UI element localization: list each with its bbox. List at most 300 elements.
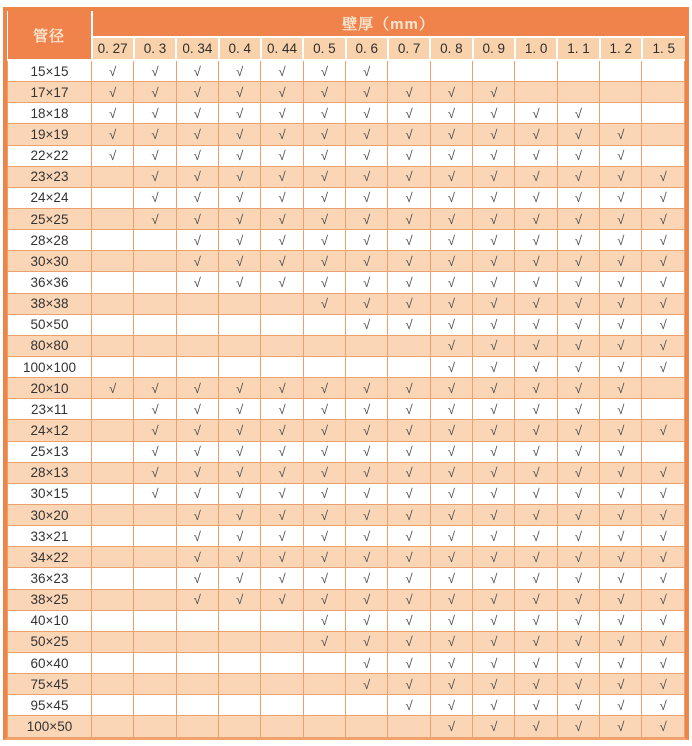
empty-cell — [134, 230, 176, 251]
check-cell: √ — [430, 399, 472, 420]
empty-cell — [600, 60, 642, 82]
check-cell: √ — [92, 378, 134, 399]
check-cell: √ — [430, 631, 472, 652]
check-cell: √ — [515, 399, 557, 420]
check-cell: √ — [473, 293, 515, 314]
check-cell: √ — [600, 674, 642, 695]
thickness-column-header: 0. 8 — [430, 37, 472, 60]
check-cell: √ — [557, 335, 599, 356]
empty-cell — [134, 251, 176, 272]
row-label-diameter: 36×36 — [8, 272, 92, 293]
corner-header-diameter: 管径 — [8, 11, 92, 60]
check-cell: √ — [134, 60, 176, 82]
check-cell: √ — [430, 187, 472, 208]
check-cell: √ — [346, 568, 388, 589]
check-cell: √ — [134, 420, 176, 441]
row-label-diameter: 100×100 — [8, 356, 92, 377]
check-cell: √ — [346, 272, 388, 293]
row-label-diameter: 36×23 — [8, 568, 92, 589]
check-cell: √ — [134, 441, 176, 462]
check-cell: √ — [388, 631, 430, 652]
empty-cell — [134, 589, 176, 610]
check-cell: √ — [473, 631, 515, 652]
check-cell: √ — [600, 547, 642, 568]
check-cell: √ — [388, 230, 430, 251]
empty-cell — [92, 314, 134, 335]
check-cell: √ — [430, 652, 472, 673]
empty-cell — [134, 652, 176, 673]
check-cell: √ — [176, 483, 218, 504]
row-label-diameter: 34×22 — [8, 547, 92, 568]
check-cell: √ — [642, 187, 685, 208]
table-row — [8, 568, 685, 589]
check-cell: √ — [515, 483, 557, 504]
check-cell: √ — [642, 314, 685, 335]
check-cell: √ — [515, 103, 557, 124]
thickness-column-header: 0. 27 — [92, 37, 134, 60]
check-cell: √ — [176, 526, 218, 547]
check-cell: √ — [134, 82, 176, 103]
empty-cell — [176, 674, 218, 695]
empty-cell — [388, 716, 430, 738]
empty-cell — [219, 314, 261, 335]
check-cell: √ — [515, 695, 557, 716]
check-cell: √ — [557, 124, 599, 145]
check-cell: √ — [642, 504, 685, 525]
check-cell: √ — [219, 547, 261, 568]
check-cell: √ — [430, 504, 472, 525]
check-cell: √ — [303, 399, 345, 420]
row-label-diameter: 75×45 — [8, 674, 92, 695]
check-cell: √ — [219, 82, 261, 103]
check-cell: √ — [388, 166, 430, 187]
check-cell: √ — [346, 526, 388, 547]
check-cell: √ — [642, 356, 685, 377]
check-cell: √ — [176, 60, 218, 82]
check-cell: √ — [473, 526, 515, 547]
check-cell: √ — [176, 589, 218, 610]
check-cell: √ — [303, 230, 345, 251]
check-cell: √ — [642, 716, 685, 738]
check-cell: √ — [473, 230, 515, 251]
check-cell: √ — [430, 610, 472, 631]
check-cell: √ — [600, 399, 642, 420]
row-label-diameter: 25×13 — [8, 441, 92, 462]
check-cell: √ — [346, 631, 388, 652]
empty-cell — [176, 314, 218, 335]
check-cell: √ — [515, 547, 557, 568]
thickness-column-header: 1. 5 — [642, 37, 685, 60]
check-cell: √ — [515, 187, 557, 208]
empty-cell — [92, 399, 134, 420]
check-cell: √ — [303, 610, 345, 631]
check-cell: √ — [473, 82, 515, 103]
empty-cell — [176, 652, 218, 673]
check-cell: √ — [176, 420, 218, 441]
check-cell: √ — [388, 610, 430, 631]
check-cell: √ — [346, 230, 388, 251]
check-cell: √ — [303, 483, 345, 504]
check-cell: √ — [600, 504, 642, 525]
check-cell: √ — [642, 209, 685, 230]
check-cell: √ — [346, 60, 388, 82]
thickness-column-header: 0. 4 — [219, 37, 261, 60]
check-cell: √ — [600, 462, 642, 483]
empty-cell — [134, 526, 176, 547]
empty-cell — [176, 716, 218, 738]
check-cell: √ — [134, 378, 176, 399]
table-row — [8, 420, 685, 441]
empty-cell — [473, 60, 515, 82]
table-row — [8, 441, 685, 462]
empty-cell — [92, 462, 134, 483]
empty-cell — [346, 716, 388, 738]
table-row — [8, 589, 685, 610]
check-cell: √ — [176, 378, 218, 399]
empty-cell — [219, 631, 261, 652]
check-cell: √ — [600, 652, 642, 673]
check-cell: √ — [515, 716, 557, 738]
check-cell: √ — [600, 272, 642, 293]
empty-cell — [642, 378, 685, 399]
check-cell: √ — [219, 378, 261, 399]
row-label-diameter: 50×25 — [8, 631, 92, 652]
check-cell: √ — [600, 441, 642, 462]
check-cell: √ — [219, 483, 261, 504]
empty-cell — [219, 652, 261, 673]
empty-cell — [388, 356, 430, 377]
check-cell: √ — [346, 589, 388, 610]
check-cell: √ — [600, 230, 642, 251]
check-cell: √ — [473, 356, 515, 377]
check-cell: √ — [388, 695, 430, 716]
empty-cell — [515, 82, 557, 103]
check-cell: √ — [219, 420, 261, 441]
check-cell: √ — [388, 652, 430, 673]
empty-cell — [642, 124, 685, 145]
check-cell: √ — [176, 399, 218, 420]
check-cell: √ — [388, 483, 430, 504]
check-cell: √ — [261, 103, 303, 124]
empty-cell — [134, 356, 176, 377]
table-row — [8, 483, 685, 504]
check-cell: √ — [557, 293, 599, 314]
check-cell: √ — [642, 230, 685, 251]
check-cell: √ — [557, 610, 599, 631]
row-label-diameter: 30×20 — [8, 504, 92, 525]
check-cell: √ — [600, 209, 642, 230]
check-cell: √ — [600, 631, 642, 652]
check-cell: √ — [600, 187, 642, 208]
pipe-spec-table — [3, 7, 689, 740]
empty-cell — [642, 399, 685, 420]
check-cell: √ — [219, 462, 261, 483]
check-cell: √ — [600, 589, 642, 610]
check-cell: √ — [473, 504, 515, 525]
check-cell: √ — [642, 674, 685, 695]
empty-cell — [600, 82, 642, 103]
check-cell: √ — [557, 166, 599, 187]
check-cell: √ — [176, 209, 218, 230]
check-cell: √ — [473, 124, 515, 145]
check-cell: √ — [515, 335, 557, 356]
check-cell: √ — [219, 251, 261, 272]
empty-cell — [134, 674, 176, 695]
check-cell: √ — [176, 124, 218, 145]
empty-cell — [557, 60, 599, 82]
check-cell: √ — [388, 504, 430, 525]
empty-cell — [515, 60, 557, 82]
empty-cell — [346, 356, 388, 377]
empty-cell — [642, 60, 685, 82]
check-cell: √ — [600, 293, 642, 314]
check-cell: √ — [134, 145, 176, 166]
check-cell: √ — [642, 166, 685, 187]
check-cell: √ — [261, 462, 303, 483]
check-cell: √ — [388, 251, 430, 272]
empty-cell — [92, 568, 134, 589]
row-label-diameter: 50×50 — [8, 314, 92, 335]
check-cell: √ — [261, 526, 303, 547]
check-cell: √ — [473, 314, 515, 335]
check-cell: √ — [600, 335, 642, 356]
thickness-column-header: 0. 3 — [134, 37, 176, 60]
thickness-column-header: 1. 1 — [557, 37, 599, 60]
check-cell: √ — [430, 335, 472, 356]
check-cell: √ — [557, 547, 599, 568]
check-cell: √ — [303, 166, 345, 187]
check-cell: √ — [346, 547, 388, 568]
table-row — [8, 251, 685, 272]
thickness-column-header: 0. 7 — [388, 37, 430, 60]
check-cell: √ — [557, 568, 599, 589]
check-cell: √ — [557, 251, 599, 272]
check-cell: √ — [557, 209, 599, 230]
row-label-diameter: 15×15 — [8, 60, 92, 82]
empty-cell — [261, 610, 303, 631]
table-row — [8, 82, 685, 103]
check-cell: √ — [557, 399, 599, 420]
check-cell: √ — [642, 526, 685, 547]
table-header — [8, 11, 685, 60]
check-cell: √ — [388, 462, 430, 483]
check-cell: √ — [219, 124, 261, 145]
empty-cell — [261, 314, 303, 335]
check-cell: √ — [388, 145, 430, 166]
empty-cell — [176, 335, 218, 356]
group-header-wall-thickness: 壁厚（mm） — [92, 11, 685, 37]
check-cell: √ — [388, 378, 430, 399]
row-label-diameter: 38×25 — [8, 589, 92, 610]
thickness-column-header: 0. 9 — [473, 37, 515, 60]
check-cell: √ — [557, 356, 599, 377]
check-cell: √ — [515, 504, 557, 525]
check-cell: √ — [473, 568, 515, 589]
check-cell: √ — [430, 462, 472, 483]
check-cell: √ — [303, 547, 345, 568]
check-cell: √ — [219, 145, 261, 166]
check-cell: √ — [473, 462, 515, 483]
check-cell: √ — [557, 145, 599, 166]
row-label-diameter: 20×10 — [8, 378, 92, 399]
check-cell: √ — [261, 504, 303, 525]
check-cell: √ — [388, 293, 430, 314]
empty-cell — [261, 652, 303, 673]
table-row — [8, 526, 685, 547]
check-cell: √ — [261, 547, 303, 568]
table-row — [8, 314, 685, 335]
check-cell: √ — [176, 504, 218, 525]
row-label-diameter: 19×19 — [8, 124, 92, 145]
check-cell: √ — [261, 251, 303, 272]
check-cell: √ — [430, 272, 472, 293]
check-cell: √ — [219, 526, 261, 547]
check-cell: √ — [473, 251, 515, 272]
check-cell: √ — [346, 103, 388, 124]
check-cell: √ — [515, 209, 557, 230]
row-label-diameter: 24×12 — [8, 420, 92, 441]
table-row — [8, 695, 685, 716]
check-cell: √ — [388, 187, 430, 208]
check-cell: √ — [642, 589, 685, 610]
empty-cell — [92, 335, 134, 356]
empty-cell — [388, 60, 430, 82]
check-cell: √ — [219, 187, 261, 208]
check-cell: √ — [473, 209, 515, 230]
check-cell: √ — [219, 589, 261, 610]
table-row — [8, 272, 685, 293]
check-cell: √ — [303, 187, 345, 208]
table-row — [8, 610, 685, 631]
empty-cell — [219, 293, 261, 314]
empty-cell — [134, 293, 176, 314]
table-row — [8, 230, 685, 251]
empty-cell — [176, 293, 218, 314]
check-cell: √ — [430, 568, 472, 589]
check-cell: √ — [92, 103, 134, 124]
check-cell: √ — [346, 145, 388, 166]
table-row — [8, 462, 685, 483]
table-row — [8, 652, 685, 673]
check-cell: √ — [303, 568, 345, 589]
check-cell: √ — [219, 230, 261, 251]
check-cell: √ — [388, 674, 430, 695]
table-row — [8, 378, 685, 399]
check-cell: √ — [557, 504, 599, 525]
empty-cell — [92, 209, 134, 230]
check-cell: √ — [642, 547, 685, 568]
check-cell: √ — [430, 674, 472, 695]
check-cell: √ — [430, 483, 472, 504]
check-cell: √ — [473, 441, 515, 462]
check-cell: √ — [261, 589, 303, 610]
check-cell: √ — [515, 251, 557, 272]
check-cell: √ — [134, 462, 176, 483]
empty-cell — [92, 504, 134, 525]
thickness-column-header: 1. 0 — [515, 37, 557, 60]
check-cell: √ — [134, 209, 176, 230]
check-cell: √ — [176, 462, 218, 483]
table-row — [8, 547, 685, 568]
check-cell: √ — [176, 547, 218, 568]
row-label-diameter: 24×24 — [8, 187, 92, 208]
check-cell: √ — [515, 378, 557, 399]
check-cell: √ — [261, 483, 303, 504]
check-cell: √ — [303, 124, 345, 145]
row-label-diameter: 23×11 — [8, 399, 92, 420]
check-cell: √ — [473, 103, 515, 124]
check-cell: √ — [134, 166, 176, 187]
check-cell: √ — [261, 378, 303, 399]
row-label-diameter: 40×10 — [8, 610, 92, 631]
check-cell: √ — [473, 547, 515, 568]
check-cell: √ — [176, 187, 218, 208]
check-cell: √ — [473, 272, 515, 293]
empty-cell — [92, 716, 134, 738]
row-label-diameter: 33×21 — [8, 526, 92, 547]
check-cell: √ — [600, 124, 642, 145]
empty-cell — [642, 82, 685, 103]
check-cell: √ — [515, 314, 557, 335]
check-cell: √ — [388, 272, 430, 293]
check-cell: √ — [303, 631, 345, 652]
check-cell: √ — [600, 251, 642, 272]
empty-cell — [92, 674, 134, 695]
check-cell: √ — [557, 462, 599, 483]
check-cell: √ — [600, 420, 642, 441]
check-cell: √ — [346, 420, 388, 441]
row-label-diameter: 23×23 — [8, 166, 92, 187]
check-cell: √ — [388, 441, 430, 462]
check-cell: √ — [473, 483, 515, 504]
check-cell: √ — [346, 674, 388, 695]
check-cell: √ — [473, 145, 515, 166]
check-cell: √ — [473, 652, 515, 673]
table-row — [8, 716, 685, 738]
check-cell: √ — [219, 272, 261, 293]
check-cell: √ — [515, 589, 557, 610]
empty-cell — [303, 674, 345, 695]
check-cell: √ — [303, 504, 345, 525]
check-cell: √ — [515, 230, 557, 251]
check-cell: √ — [134, 399, 176, 420]
spec-table — [7, 11, 685, 738]
empty-cell — [92, 441, 134, 462]
check-cell: √ — [557, 526, 599, 547]
check-cell: √ — [388, 314, 430, 335]
empty-cell — [303, 716, 345, 738]
row-label-diameter: 17×17 — [8, 82, 92, 103]
check-cell: √ — [557, 483, 599, 504]
check-cell: √ — [515, 166, 557, 187]
check-cell: √ — [515, 272, 557, 293]
empty-cell — [134, 695, 176, 716]
check-cell: √ — [473, 674, 515, 695]
check-cell: √ — [557, 230, 599, 251]
table-row — [8, 335, 685, 356]
check-cell: √ — [430, 209, 472, 230]
check-cell: √ — [600, 610, 642, 631]
empty-cell — [92, 420, 134, 441]
check-cell: √ — [219, 568, 261, 589]
thickness-column-header: 0. 34 — [176, 37, 218, 60]
check-cell: √ — [642, 610, 685, 631]
check-cell: √ — [600, 378, 642, 399]
empty-cell — [219, 674, 261, 695]
check-cell: √ — [515, 674, 557, 695]
check-cell: √ — [473, 166, 515, 187]
empty-cell — [219, 716, 261, 738]
